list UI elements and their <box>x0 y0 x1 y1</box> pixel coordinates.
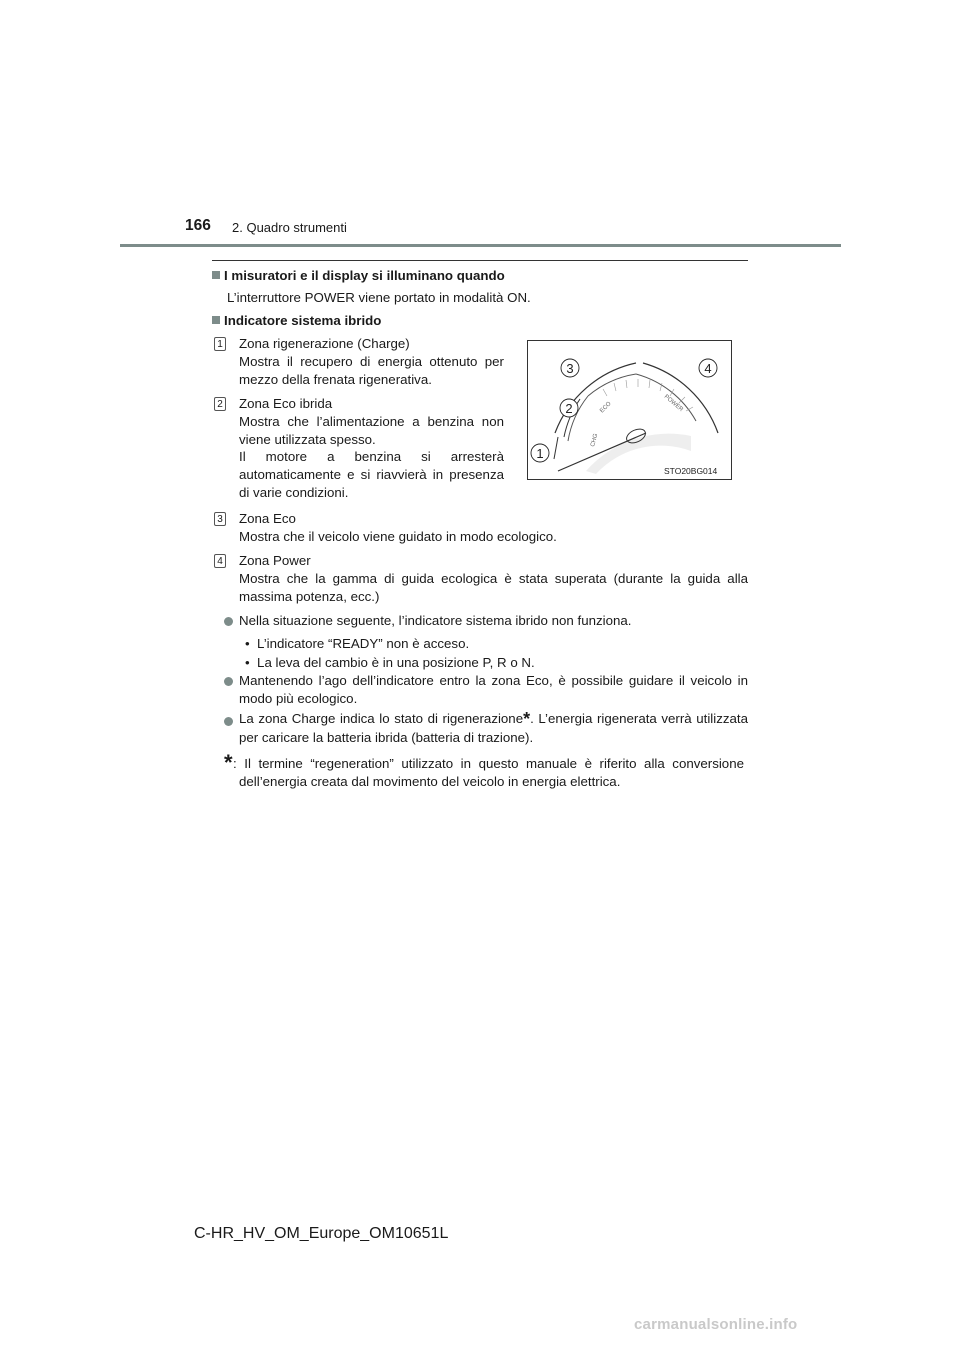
item-number-badge: 2 <box>214 397 226 411</box>
zone-label-eco: ECO <box>599 400 613 415</box>
hybrid-indicator-figure <box>527 340 732 480</box>
square-bullet-icon <box>212 316 220 324</box>
note-not-working: Nella situazione seguente, l’indicatore sistema ibrido non funziona. <box>239 613 632 628</box>
watermark: carmanualsonline.info <box>634 1316 798 1333</box>
header-rule <box>120 244 841 247</box>
item-charge: Zona rigenerazione (Charge) Mostra il recupero di energia ottenuto per mezzo della frenata rigenerativa. <box>239 336 504 387</box>
figure-code: STO20BG014 <box>664 466 718 476</box>
callout-4: 4 <box>704 361 712 376</box>
item-number-badge: 3 <box>214 512 226 526</box>
round-bullet-icon <box>224 677 233 686</box>
document-id: C-HR_HV_OM_Europe_OM10651L <box>194 1225 449 1242</box>
square-bullet-icon <box>212 271 220 279</box>
zone-label-power: POWER <box>662 393 684 414</box>
item-number-badge: 4 <box>214 554 226 568</box>
zone1-dimension-line <box>554 437 558 459</box>
note-charge-zone: La zona Charge indica lo stato di rigenerazione*. L’energia rigenerata verrà utilizzata per caricare la batteria ibrida (batteria di trazione). <box>239 709 748 745</box>
hybrid-gauge-diagram <box>528 341 731 479</box>
hybrid-heading: Indicatore sistema ibrido <box>212 312 381 330</box>
sub-item-ready: • L’indicatore “READY” non è acceso. <box>245 636 470 651</box>
round-bullet-icon <box>224 717 233 726</box>
page-number: 166 <box>185 217 211 234</box>
note-eco-driving: Mantenendo l’ago dell’indicatore entro la zona Eco, è possibile guidare il veicolo in modo più ecologico. <box>239 673 748 706</box>
footnote-asterisk: * <box>224 750 233 775</box>
item-power: Zona Power Mostra che la gamma di guida ecologica è stata superata (durante la guida alla massima potenza, ecc.) <box>239 553 748 604</box>
section-rule <box>212 260 748 261</box>
item-number-badge: 1 <box>214 337 226 351</box>
eco-zone-arc <box>588 374 636 396</box>
item-eco: Zona Eco Mostra che il veicolo viene guidato in modo ecologico. <box>239 511 557 544</box>
footnote: : Il termine “regeneration” utilizzato in questo manuale è riferito alla conversione dell’energia creata dal movimento del veicolo in energia elettrica. <box>233 756 744 789</box>
meters-body: L’interruttore POWER viene portato in modalità ON. <box>227 290 531 305</box>
section-title: 2. Quadro strumenti <box>232 220 347 235</box>
callout-3: 3 <box>566 361 574 376</box>
meters-heading: I misuratori e il display si illuminano quando <box>212 267 505 285</box>
item-hybrid-eco: Zona Eco ibrida Mostra che l’alimentazione a benzina non viene utilizzata spesso. Il motore a benzina si arresterà automaticamente e si riavvierà in presenza di varie condizioni. <box>239 396 504 500</box>
callout-2: 2 <box>565 401 573 416</box>
zone-label-chg: CHG <box>590 433 600 448</box>
callout-1: 1 <box>536 446 544 461</box>
sub-item-shift: • La leva del cambio è in una posizione P, R o N. <box>245 655 535 670</box>
asterisk-mark: * <box>523 709 531 729</box>
round-bullet-icon <box>224 617 233 626</box>
